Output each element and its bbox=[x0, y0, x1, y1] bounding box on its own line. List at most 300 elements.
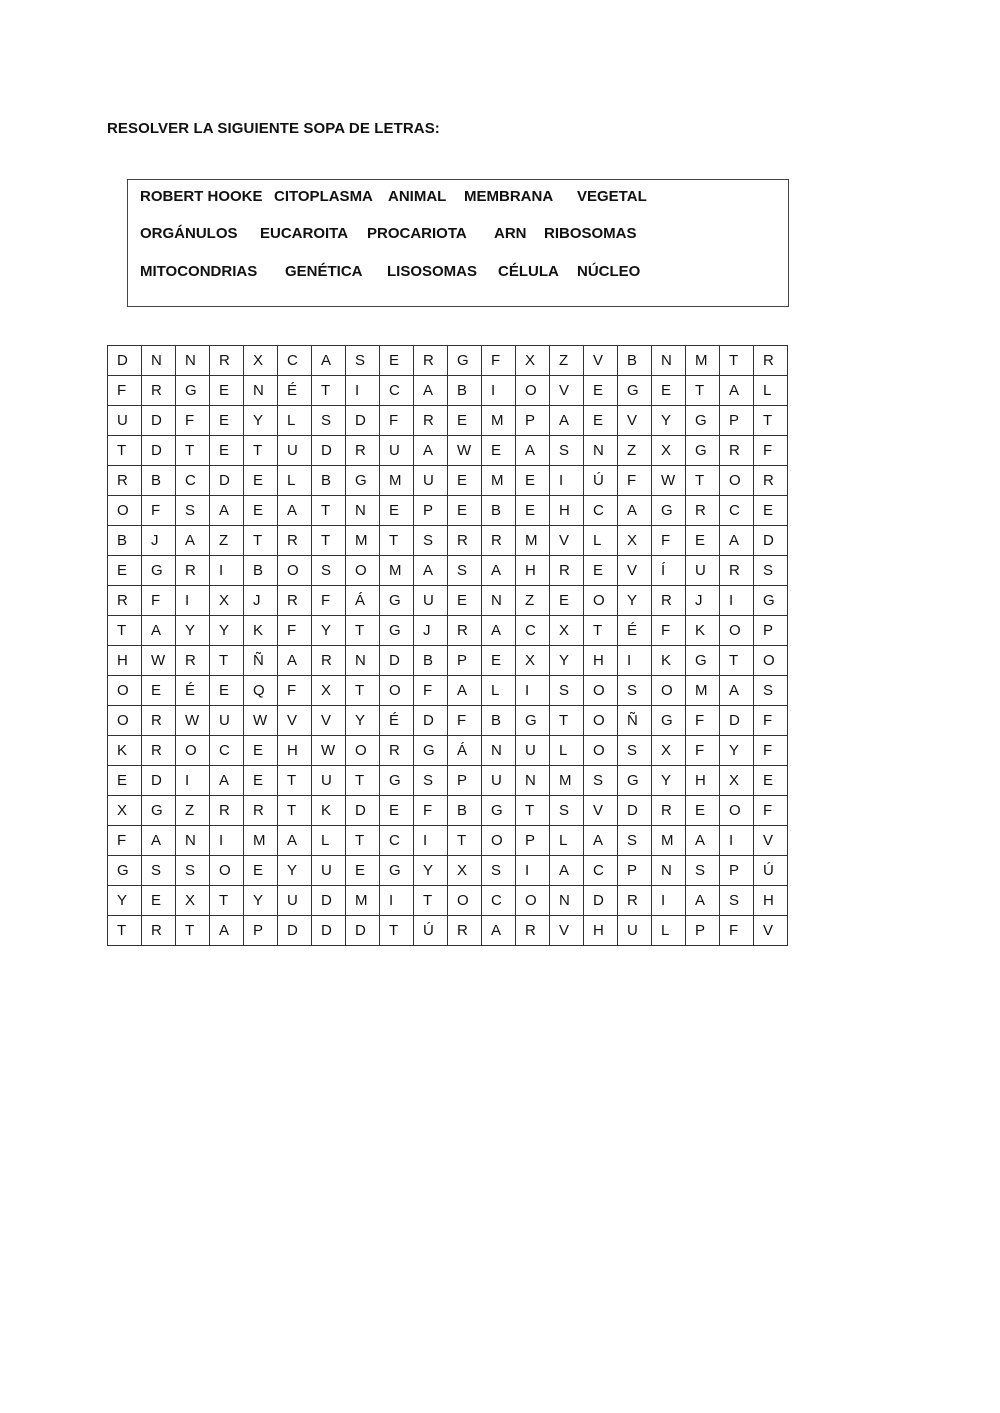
grid-cell[interactable]: V bbox=[550, 526, 584, 556]
grid-cell[interactable]: E bbox=[754, 496, 788, 526]
grid-cell[interactable]: F bbox=[414, 676, 448, 706]
grid-cell[interactable]: M bbox=[686, 346, 720, 376]
grid-cell[interactable]: E bbox=[142, 676, 176, 706]
grid-cell[interactable]: E bbox=[448, 586, 482, 616]
grid-cell[interactable]: I bbox=[516, 856, 550, 886]
grid-cell[interactable]: N bbox=[652, 346, 686, 376]
grid-cell[interactable]: R bbox=[652, 796, 686, 826]
grid-cell[interactable]: L bbox=[278, 406, 312, 436]
grid-cell[interactable]: M bbox=[482, 406, 516, 436]
grid-cell[interactable]: E bbox=[346, 856, 380, 886]
grid-cell[interactable]: X bbox=[550, 616, 584, 646]
grid-cell[interactable]: O bbox=[108, 676, 142, 706]
grid-cell[interactable]: É bbox=[618, 616, 652, 646]
grid-cell[interactable]: Z bbox=[176, 796, 210, 826]
grid-cell[interactable]: F bbox=[482, 346, 516, 376]
grid-cell[interactable]: H bbox=[278, 736, 312, 766]
grid-cell[interactable]: G bbox=[618, 376, 652, 406]
grid-cell[interactable]: O bbox=[720, 616, 754, 646]
grid-cell[interactable]: M bbox=[516, 526, 550, 556]
grid-cell[interactable]: I bbox=[210, 826, 244, 856]
grid-cell[interactable]: G bbox=[142, 796, 176, 826]
grid-cell[interactable]: O bbox=[346, 736, 380, 766]
grid-cell[interactable]: A bbox=[482, 616, 516, 646]
grid-cell[interactable]: D bbox=[346, 406, 380, 436]
grid-cell[interactable]: S bbox=[550, 436, 584, 466]
grid-cell[interactable]: I bbox=[550, 466, 584, 496]
grid-cell[interactable]: U bbox=[414, 466, 448, 496]
grid-cell[interactable]: R bbox=[618, 886, 652, 916]
grid-cell[interactable]: R bbox=[278, 586, 312, 616]
grid-cell[interactable]: E bbox=[482, 646, 516, 676]
grid-cell[interactable]: I bbox=[482, 376, 516, 406]
grid-cell[interactable]: G bbox=[380, 616, 414, 646]
grid-cell[interactable]: H bbox=[516, 556, 550, 586]
grid-cell[interactable]: O bbox=[754, 646, 788, 676]
grid-cell[interactable]: V bbox=[278, 706, 312, 736]
grid-cell[interactable]: E bbox=[380, 346, 414, 376]
grid-cell[interactable]: E bbox=[380, 496, 414, 526]
grid-cell[interactable]: T bbox=[312, 526, 346, 556]
grid-cell[interactable]: M bbox=[482, 466, 516, 496]
grid-cell[interactable]: Y bbox=[414, 856, 448, 886]
grid-cell[interactable]: I bbox=[176, 766, 210, 796]
grid-cell[interactable]: V bbox=[754, 826, 788, 856]
grid-cell[interactable]: V bbox=[550, 376, 584, 406]
grid-cell[interactable]: S bbox=[176, 856, 210, 886]
grid-cell[interactable]: C bbox=[380, 826, 414, 856]
grid-cell[interactable]: C bbox=[720, 496, 754, 526]
grid-cell[interactable]: A bbox=[550, 856, 584, 886]
grid-cell[interactable]: G bbox=[652, 706, 686, 736]
grid-cell[interactable]: O bbox=[108, 496, 142, 526]
grid-cell[interactable]: P bbox=[516, 826, 550, 856]
grid-cell[interactable]: T bbox=[754, 406, 788, 436]
grid-cell[interactable]: O bbox=[584, 676, 618, 706]
grid-cell[interactable]: L bbox=[584, 526, 618, 556]
grid-cell[interactable]: R bbox=[448, 616, 482, 646]
grid-cell[interactable]: T bbox=[278, 796, 312, 826]
grid-cell[interactable]: O bbox=[210, 856, 244, 886]
grid-cell[interactable]: S bbox=[584, 766, 618, 796]
grid-cell[interactable]: W bbox=[244, 706, 278, 736]
grid-cell[interactable]: Y bbox=[312, 616, 346, 646]
grid-cell[interactable]: R bbox=[754, 466, 788, 496]
grid-cell[interactable]: R bbox=[142, 916, 176, 946]
grid-cell[interactable]: Ú bbox=[414, 916, 448, 946]
grid-cell[interactable]: S bbox=[754, 556, 788, 586]
grid-cell[interactable]: Z bbox=[618, 436, 652, 466]
grid-cell[interactable]: T bbox=[108, 616, 142, 646]
grid-cell[interactable]: Z bbox=[516, 586, 550, 616]
grid-cell[interactable]: C bbox=[584, 856, 618, 886]
grid-cell[interactable]: P bbox=[448, 646, 482, 676]
grid-cell[interactable]: P bbox=[754, 616, 788, 646]
grid-cell[interactable]: M bbox=[346, 526, 380, 556]
grid-cell[interactable]: S bbox=[414, 526, 448, 556]
grid-cell[interactable]: G bbox=[380, 856, 414, 886]
grid-cell[interactable]: B bbox=[482, 706, 516, 736]
grid-cell[interactable]: U bbox=[210, 706, 244, 736]
grid-cell[interactable]: X bbox=[244, 346, 278, 376]
grid-cell[interactable]: M bbox=[380, 466, 414, 496]
grid-cell[interactable]: F bbox=[278, 676, 312, 706]
grid-cell[interactable]: X bbox=[720, 766, 754, 796]
grid-cell[interactable]: Ñ bbox=[618, 706, 652, 736]
grid-cell[interactable]: Y bbox=[108, 886, 142, 916]
grid-cell[interactable]: N bbox=[652, 856, 686, 886]
grid-cell[interactable]: F bbox=[108, 376, 142, 406]
grid-cell[interactable]: H bbox=[754, 886, 788, 916]
grid-cell[interactable]: A bbox=[482, 916, 516, 946]
grid-cell[interactable]: P bbox=[686, 916, 720, 946]
grid-cell[interactable]: E bbox=[244, 466, 278, 496]
grid-cell[interactable]: R bbox=[754, 346, 788, 376]
grid-cell[interactable]: Á bbox=[346, 586, 380, 616]
grid-cell[interactable]: G bbox=[754, 586, 788, 616]
grid-cell[interactable]: N bbox=[346, 496, 380, 526]
grid-cell[interactable]: A bbox=[720, 376, 754, 406]
grid-cell[interactable]: X bbox=[312, 676, 346, 706]
grid-cell[interactable]: U bbox=[516, 736, 550, 766]
grid-cell[interactable]: C bbox=[278, 346, 312, 376]
grid-cell[interactable]: F bbox=[720, 916, 754, 946]
grid-cell[interactable]: F bbox=[686, 736, 720, 766]
grid-cell[interactable]: G bbox=[686, 406, 720, 436]
grid-cell[interactable]: C bbox=[584, 496, 618, 526]
grid-cell[interactable]: X bbox=[516, 346, 550, 376]
grid-cell[interactable]: C bbox=[210, 736, 244, 766]
grid-cell[interactable]: Ú bbox=[584, 466, 618, 496]
grid-cell[interactable]: I bbox=[176, 586, 210, 616]
grid-cell[interactable]: L bbox=[278, 466, 312, 496]
grid-cell[interactable]: É bbox=[380, 706, 414, 736]
grid-cell[interactable]: Y bbox=[244, 406, 278, 436]
grid-cell[interactable]: R bbox=[244, 796, 278, 826]
grid-cell[interactable]: D bbox=[414, 706, 448, 736]
grid-cell[interactable]: R bbox=[414, 406, 448, 436]
grid-cell[interactable]: V bbox=[584, 796, 618, 826]
grid-cell[interactable]: O bbox=[516, 886, 550, 916]
grid-cell[interactable]: F bbox=[618, 466, 652, 496]
grid-cell[interactable]: U bbox=[312, 856, 346, 886]
grid-cell[interactable]: B bbox=[414, 646, 448, 676]
grid-cell[interactable]: R bbox=[210, 346, 244, 376]
grid-cell[interactable]: F bbox=[448, 706, 482, 736]
grid-cell[interactable]: R bbox=[482, 526, 516, 556]
grid-cell[interactable]: E bbox=[652, 376, 686, 406]
grid-cell[interactable]: B bbox=[448, 376, 482, 406]
grid-cell[interactable]: S bbox=[312, 406, 346, 436]
grid-cell[interactable]: E bbox=[210, 406, 244, 436]
grid-cell[interactable]: T bbox=[210, 886, 244, 916]
grid-cell[interactable]: D bbox=[720, 706, 754, 736]
grid-cell[interactable]: D bbox=[754, 526, 788, 556]
grid-cell[interactable]: Y bbox=[278, 856, 312, 886]
grid-cell[interactable]: N bbox=[516, 766, 550, 796]
grid-cell[interactable]: R bbox=[448, 526, 482, 556]
grid-cell[interactable]: X bbox=[516, 646, 550, 676]
grid-cell[interactable]: H bbox=[686, 766, 720, 796]
grid-cell[interactable]: D bbox=[584, 886, 618, 916]
grid-cell[interactable]: Y bbox=[176, 616, 210, 646]
grid-cell[interactable]: L bbox=[754, 376, 788, 406]
grid-cell[interactable]: P bbox=[618, 856, 652, 886]
grid-cell[interactable]: D bbox=[142, 766, 176, 796]
grid-cell[interactable]: S bbox=[448, 556, 482, 586]
grid-cell[interactable]: E bbox=[244, 496, 278, 526]
grid-cell[interactable]: R bbox=[210, 796, 244, 826]
grid-cell[interactable]: S bbox=[142, 856, 176, 886]
grid-cell[interactable]: W bbox=[176, 706, 210, 736]
grid-cell[interactable]: G bbox=[176, 376, 210, 406]
grid-cell[interactable]: A bbox=[584, 826, 618, 856]
grid-cell[interactable]: E bbox=[482, 436, 516, 466]
grid-cell[interactable]: G bbox=[108, 856, 142, 886]
grid-cell[interactable]: R bbox=[448, 916, 482, 946]
grid-cell[interactable]: A bbox=[312, 346, 346, 376]
grid-cell[interactable]: T bbox=[278, 766, 312, 796]
grid-cell[interactable]: R bbox=[686, 496, 720, 526]
grid-cell[interactable]: F bbox=[754, 436, 788, 466]
grid-cell[interactable]: Z bbox=[550, 346, 584, 376]
grid-cell[interactable]: S bbox=[414, 766, 448, 796]
grid-cell[interactable]: I bbox=[618, 646, 652, 676]
grid-cell[interactable]: A bbox=[278, 646, 312, 676]
grid-cell[interactable]: X bbox=[176, 886, 210, 916]
grid-cell[interactable]: Y bbox=[550, 646, 584, 676]
grid-cell[interactable]: G bbox=[380, 766, 414, 796]
grid-cell[interactable]: A bbox=[482, 556, 516, 586]
grid-cell[interactable]: R bbox=[142, 706, 176, 736]
grid-cell[interactable]: Á bbox=[448, 736, 482, 766]
grid-cell[interactable]: U bbox=[380, 436, 414, 466]
grid-cell[interactable]: D bbox=[210, 466, 244, 496]
grid-cell[interactable]: G bbox=[686, 646, 720, 676]
grid-cell[interactable]: I bbox=[346, 376, 380, 406]
grid-cell[interactable]: S bbox=[176, 496, 210, 526]
grid-cell[interactable]: R bbox=[108, 586, 142, 616]
grid-cell[interactable]: B bbox=[108, 526, 142, 556]
grid-cell[interactable]: G bbox=[652, 496, 686, 526]
grid-cell[interactable]: F bbox=[686, 706, 720, 736]
grid-cell[interactable]: T bbox=[584, 616, 618, 646]
grid-cell[interactable]: U bbox=[482, 766, 516, 796]
grid-cell[interactable]: N bbox=[482, 586, 516, 616]
grid-cell[interactable]: D bbox=[312, 436, 346, 466]
grid-cell[interactable]: S bbox=[618, 826, 652, 856]
grid-cell[interactable]: A bbox=[516, 436, 550, 466]
grid-cell[interactable]: S bbox=[346, 346, 380, 376]
grid-cell[interactable]: W bbox=[652, 466, 686, 496]
grid-cell[interactable]: B bbox=[142, 466, 176, 496]
grid-cell[interactable]: K bbox=[652, 646, 686, 676]
grid-cell[interactable]: U bbox=[278, 886, 312, 916]
grid-cell[interactable]: T bbox=[346, 826, 380, 856]
grid-cell[interactable]: E bbox=[244, 766, 278, 796]
grid-cell[interactable]: D bbox=[278, 916, 312, 946]
grid-cell[interactable]: S bbox=[482, 856, 516, 886]
grid-cell[interactable]: V bbox=[754, 916, 788, 946]
grid-cell[interactable]: E bbox=[448, 466, 482, 496]
grid-cell[interactable]: R bbox=[176, 556, 210, 586]
grid-cell[interactable]: I bbox=[210, 556, 244, 586]
grid-cell[interactable]: C bbox=[380, 376, 414, 406]
grid-cell[interactable]: P bbox=[414, 496, 448, 526]
grid-cell[interactable]: I bbox=[720, 826, 754, 856]
grid-cell[interactable]: M bbox=[686, 676, 720, 706]
grid-cell[interactable]: F bbox=[754, 736, 788, 766]
grid-cell[interactable]: R bbox=[516, 916, 550, 946]
grid-cell[interactable]: O bbox=[720, 466, 754, 496]
grid-cell[interactable]: V bbox=[618, 406, 652, 436]
grid-cell[interactable]: F bbox=[652, 526, 686, 556]
grid-cell[interactable]: L bbox=[312, 826, 346, 856]
grid-cell[interactable]: M bbox=[652, 826, 686, 856]
grid-cell[interactable]: T bbox=[312, 376, 346, 406]
grid-cell[interactable]: G bbox=[142, 556, 176, 586]
grid-cell[interactable]: É bbox=[176, 676, 210, 706]
grid-cell[interactable]: T bbox=[176, 916, 210, 946]
grid-cell[interactable]: H bbox=[108, 646, 142, 676]
grid-cell[interactable]: B bbox=[482, 496, 516, 526]
grid-cell[interactable]: T bbox=[346, 616, 380, 646]
grid-cell[interactable]: E bbox=[244, 856, 278, 886]
grid-cell[interactable]: L bbox=[652, 916, 686, 946]
grid-cell[interactable]: T bbox=[414, 886, 448, 916]
grid-cell[interactable]: O bbox=[448, 886, 482, 916]
grid-cell[interactable]: T bbox=[346, 676, 380, 706]
grid-cell[interactable]: T bbox=[244, 526, 278, 556]
grid-cell[interactable]: D bbox=[618, 796, 652, 826]
grid-cell[interactable]: K bbox=[108, 736, 142, 766]
grid-cell[interactable]: A bbox=[210, 766, 244, 796]
grid-cell[interactable]: N bbox=[550, 886, 584, 916]
grid-cell[interactable]: F bbox=[142, 496, 176, 526]
grid-cell[interactable]: V bbox=[618, 556, 652, 586]
grid-cell[interactable]: G bbox=[414, 736, 448, 766]
grid-cell[interactable]: N bbox=[244, 376, 278, 406]
grid-cell[interactable]: R bbox=[720, 436, 754, 466]
grid-cell[interactable]: S bbox=[618, 736, 652, 766]
grid-cell[interactable]: N bbox=[346, 646, 380, 676]
grid-cell[interactable]: T bbox=[380, 526, 414, 556]
grid-cell[interactable]: A bbox=[618, 496, 652, 526]
grid-cell[interactable]: S bbox=[686, 856, 720, 886]
grid-cell[interactable]: L bbox=[550, 826, 584, 856]
grid-cell[interactable]: Ú bbox=[754, 856, 788, 886]
grid-cell[interactable]: R bbox=[652, 586, 686, 616]
grid-cell[interactable]: B bbox=[244, 556, 278, 586]
grid-cell[interactable]: G bbox=[346, 466, 380, 496]
grid-cell[interactable]: E bbox=[584, 556, 618, 586]
grid-cell[interactable]: E bbox=[380, 796, 414, 826]
grid-cell[interactable]: T bbox=[686, 466, 720, 496]
grid-cell[interactable]: O bbox=[720, 796, 754, 826]
grid-cell[interactable]: T bbox=[720, 346, 754, 376]
grid-cell[interactable]: M bbox=[346, 886, 380, 916]
grid-cell[interactable]: A bbox=[448, 676, 482, 706]
grid-cell[interactable]: I bbox=[380, 886, 414, 916]
grid-cell[interactable]: E bbox=[516, 466, 550, 496]
grid-cell[interactable]: D bbox=[142, 436, 176, 466]
grid-cell[interactable]: O bbox=[482, 826, 516, 856]
grid-cell[interactable]: Y bbox=[652, 766, 686, 796]
grid-cell[interactable]: F bbox=[176, 406, 210, 436]
grid-cell[interactable]: O bbox=[516, 376, 550, 406]
grid-cell[interactable]: U bbox=[414, 586, 448, 616]
grid-cell[interactable]: T bbox=[448, 826, 482, 856]
grid-cell[interactable]: C bbox=[482, 886, 516, 916]
grid-cell[interactable]: E bbox=[686, 796, 720, 826]
grid-cell[interactable]: H bbox=[584, 916, 618, 946]
grid-cell[interactable]: A bbox=[210, 496, 244, 526]
grid-cell[interactable]: O bbox=[652, 676, 686, 706]
grid-cell[interactable]: J bbox=[414, 616, 448, 646]
grid-cell[interactable]: E bbox=[108, 556, 142, 586]
grid-cell[interactable]: G bbox=[448, 346, 482, 376]
grid-cell[interactable]: T bbox=[108, 916, 142, 946]
grid-cell[interactable]: Y bbox=[210, 616, 244, 646]
grid-cell[interactable]: S bbox=[618, 676, 652, 706]
grid-cell[interactable]: R bbox=[414, 346, 448, 376]
grid-cell[interactable]: S bbox=[550, 676, 584, 706]
grid-cell[interactable]: A bbox=[550, 406, 584, 436]
grid-cell[interactable]: R bbox=[176, 646, 210, 676]
grid-cell[interactable]: A bbox=[414, 436, 448, 466]
grid-cell[interactable]: Z bbox=[210, 526, 244, 556]
grid-cell[interactable]: E bbox=[448, 406, 482, 436]
grid-cell[interactable]: O bbox=[346, 556, 380, 586]
grid-cell[interactable]: I bbox=[414, 826, 448, 856]
grid-cell[interactable]: E bbox=[754, 766, 788, 796]
grid-cell[interactable]: N bbox=[584, 436, 618, 466]
grid-cell[interactable]: A bbox=[720, 676, 754, 706]
grid-cell[interactable]: F bbox=[312, 586, 346, 616]
grid-cell[interactable]: A bbox=[686, 886, 720, 916]
grid-cell[interactable]: B bbox=[312, 466, 346, 496]
grid-cell[interactable]: R bbox=[720, 556, 754, 586]
grid-cell[interactable]: E bbox=[686, 526, 720, 556]
grid-cell[interactable]: E bbox=[584, 376, 618, 406]
grid-cell[interactable]: R bbox=[142, 376, 176, 406]
grid-cell[interactable]: X bbox=[652, 736, 686, 766]
grid-cell[interactable]: T bbox=[516, 796, 550, 826]
grid-cell[interactable]: R bbox=[142, 736, 176, 766]
grid-cell[interactable]: E bbox=[516, 496, 550, 526]
grid-cell[interactable]: O bbox=[176, 736, 210, 766]
grid-cell[interactable]: A bbox=[176, 526, 210, 556]
grid-cell[interactable]: F bbox=[414, 796, 448, 826]
grid-cell[interactable]: E bbox=[108, 766, 142, 796]
grid-cell[interactable]: A bbox=[414, 376, 448, 406]
grid-cell[interactable]: P bbox=[244, 916, 278, 946]
grid-cell[interactable]: E bbox=[142, 886, 176, 916]
grid-cell[interactable]: A bbox=[720, 526, 754, 556]
grid-cell[interactable]: E bbox=[584, 406, 618, 436]
grid-cell[interactable]: H bbox=[550, 496, 584, 526]
grid-cell[interactable]: K bbox=[312, 796, 346, 826]
grid-cell[interactable]: A bbox=[414, 556, 448, 586]
grid-cell[interactable]: E bbox=[448, 496, 482, 526]
grid-cell[interactable]: G bbox=[482, 796, 516, 826]
grid-cell[interactable]: D bbox=[108, 346, 142, 376]
grid-cell[interactable]: F bbox=[142, 586, 176, 616]
grid-cell[interactable]: O bbox=[584, 736, 618, 766]
grid-cell[interactable]: L bbox=[550, 736, 584, 766]
grid-cell[interactable]: Y bbox=[244, 886, 278, 916]
grid-cell[interactable]: H bbox=[584, 646, 618, 676]
